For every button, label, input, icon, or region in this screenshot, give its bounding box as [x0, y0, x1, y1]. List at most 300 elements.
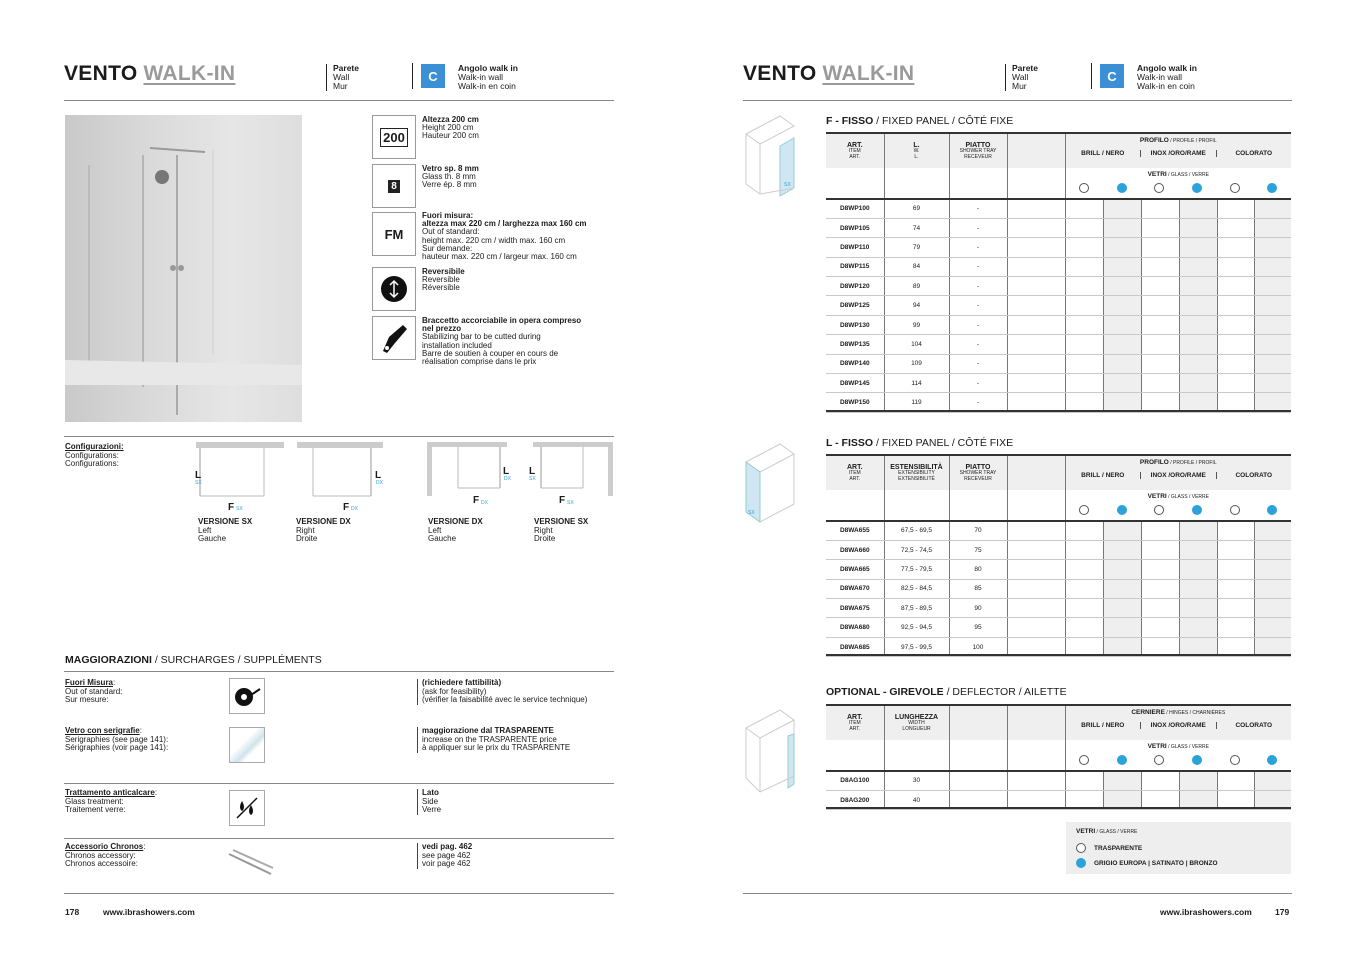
option-cell — [1065, 560, 1103, 579]
option-cell — [1179, 771, 1217, 790]
feature-stabilizing-bar: Braccetto accorciabile in opera compreso nel prezzo Stabilizing bar to be cutted during installation included Barre de soutien à couper en cours de réalisation comprise dans le prix — [422, 316, 582, 367]
table-bottom-rule — [826, 654, 1291, 656]
item-value: - — [949, 315, 1007, 334]
option-cell — [1179, 335, 1217, 354]
surcharges-title: MAGGIORAZIONI / SURCHARGES / SUPPLÉMENTS — [65, 654, 322, 666]
option-cell — [1254, 296, 1291, 315]
option-cell — [1254, 335, 1291, 354]
section-rule — [64, 436, 614, 437]
fixed-panel-title: F - FISSO / FIXED PANEL / CÔTÉ FIXE — [826, 115, 1014, 127]
shower-illustration — [65, 115, 302, 422]
option-cell — [1103, 315, 1141, 334]
website-link[interactable]: www.ibrashowers.com — [1160, 907, 1252, 917]
option-cell — [1217, 599, 1254, 618]
option-cell — [1141, 296, 1179, 315]
page-title: VENTO WALK-IN — [64, 62, 236, 85]
option-cell — [1217, 354, 1254, 373]
option-cell — [1065, 315, 1103, 334]
option-cell — [1254, 315, 1291, 334]
option-cell — [1007, 579, 1065, 598]
serigraphy-glass-icon — [229, 727, 265, 763]
table-row — [826, 296, 1291, 315]
option-cell — [1254, 238, 1291, 257]
configurations-label: Configurazioni: Configurations: Configurations: — [65, 442, 124, 468]
option-cell — [1007, 199, 1065, 218]
item-value: 30 — [884, 771, 949, 790]
table-row — [826, 560, 1291, 579]
option-cell — [1141, 579, 1179, 598]
option-cell — [1217, 540, 1254, 559]
option-cell — [1007, 296, 1065, 315]
item-code: D8WA665 — [826, 560, 884, 579]
glass-tinted-icon — [1192, 505, 1202, 515]
angolo-label: Angolo walk in Walk-in wall Walk-in en coin — [1137, 63, 1197, 91]
item-value: 119 — [884, 393, 949, 412]
glass-legend: VETRI / GLASS / VERRE TRASPARENTE GRIGIO EUROPA | SATINATO | BRONZO — [1066, 822, 1291, 874]
item-value: 80 — [949, 560, 1007, 579]
row-rule — [64, 838, 614, 839]
surcharge-label-4: Accessorio Chronos: Chronos accessory: Chronos accessoire: — [65, 842, 146, 869]
option-cell — [1103, 238, 1141, 257]
option-cell — [1141, 238, 1179, 257]
table-row — [826, 540, 1291, 559]
table-bottom-rule — [826, 410, 1291, 412]
option-cell — [1141, 374, 1179, 393]
option-cell — [1141, 257, 1179, 276]
option-cell — [1141, 771, 1179, 790]
col-header-empty — [1007, 134, 1065, 168]
table-row — [826, 277, 1291, 296]
item-value: - — [949, 218, 1007, 237]
option-cell — [1254, 599, 1291, 618]
height-icon: 200 — [372, 115, 416, 159]
parete-label: Parete Wall Mur — [326, 64, 359, 91]
surcharges-rule — [64, 671, 614, 672]
item-code: D8WP145 — [826, 374, 884, 393]
glass-thickness-icon: 8 — [372, 164, 416, 208]
option-cell — [1103, 257, 1141, 276]
item-code: D8WP100 — [826, 199, 884, 218]
item-code: D8WA660 — [826, 540, 884, 559]
option-cell — [1141, 315, 1179, 334]
item-value: - — [949, 354, 1007, 373]
option-cell — [1007, 257, 1065, 276]
glass-clear-icon — [1230, 505, 1240, 515]
divider — [412, 63, 413, 89]
page-title: VENTO WALK-IN — [743, 62, 915, 85]
option-cell — [1254, 579, 1291, 598]
option-cell — [1065, 238, 1103, 257]
item-value: 82,5 - 84,5 — [884, 579, 949, 598]
option-cell — [1065, 374, 1103, 393]
glass-options-header: VETRI / GLASS / VERRE — [1065, 168, 1291, 199]
config-diagram-dx-corner: L DX F DX — [425, 442, 515, 512]
product-photo — [65, 115, 302, 422]
option-cell — [1103, 296, 1141, 315]
saw-icon — [372, 316, 416, 360]
item-code: D8WP150 — [826, 393, 884, 412]
glass-clear-icon — [1154, 505, 1164, 515]
item-value: 84 — [884, 257, 949, 276]
parete-label: Parete Wall Mur — [1005, 64, 1038, 91]
footer-rule — [743, 893, 1292, 894]
table-bottom-rule — [826, 807, 1291, 809]
optional-deflector-title: OPTIONAL - GIREVOLE / DEFLECTOR / AILETTE — [826, 686, 1067, 698]
option-cell — [1141, 199, 1179, 218]
category-badge: C — [1100, 64, 1124, 88]
item-code: D8WA685 — [826, 637, 884, 656]
option-cell — [1217, 771, 1254, 790]
l-fixed-thumbnail — [744, 440, 804, 526]
option-cell — [1217, 618, 1254, 637]
item-value: 99 — [884, 315, 949, 334]
glass-clear-icon — [1230, 183, 1240, 193]
option-cell — [1179, 540, 1217, 559]
table-row — [826, 238, 1291, 257]
glass-tinted-icon — [1192, 755, 1202, 765]
option-cell — [1254, 374, 1291, 393]
option-cell — [1065, 335, 1103, 354]
option-cell — [1007, 374, 1065, 393]
option-cell — [1103, 521, 1141, 540]
surcharge-note-3: Lato Side Verre — [417, 789, 441, 815]
glass-clear-icon — [1076, 843, 1086, 853]
item-value: 67,5 - 69,5 — [884, 521, 949, 540]
reversible-icon — [372, 267, 416, 311]
table-row — [826, 618, 1291, 637]
surcharge-label-2: Vetro con serigrafie: Serigraphies (see page 141): Sérigraphies (voir page 141): — [65, 726, 169, 753]
surcharge-note-2: maggiorazione dal TRASPARENTE increase on the TRASPARENTE price à appliquer sur le prix du TRASPARENTE — [417, 727, 570, 753]
option-cell — [1217, 238, 1254, 257]
option-cell — [1141, 277, 1179, 296]
page-number: 178 — [65, 907, 80, 917]
item-code: D8WP120 — [826, 277, 884, 296]
glass-clear-icon — [1154, 755, 1164, 765]
optional-deflector-table — [826, 706, 1291, 810]
item-value: 87,5 - 89,5 — [884, 599, 949, 618]
option-cell — [1103, 199, 1141, 218]
page-number: 179 — [1275, 907, 1290, 917]
option-cell — [1217, 199, 1254, 218]
option-cell — [1179, 238, 1217, 257]
out-of-standard-icon: FM — [372, 212, 416, 256]
option-cell — [1141, 354, 1179, 373]
option-cell — [1179, 257, 1217, 276]
item-value: 97,5 - 99,5 — [884, 637, 949, 656]
item-value: 90 — [949, 599, 1007, 618]
option-cell — [1254, 618, 1291, 637]
option-cell — [1103, 599, 1141, 618]
header-rule — [743, 100, 1292, 101]
option-cell — [1217, 257, 1254, 276]
option-cell — [1179, 315, 1217, 334]
item-code: D8WP135 — [826, 335, 884, 354]
anti-limescale-icon — [229, 790, 265, 826]
option-cell — [1007, 218, 1065, 237]
option-cell — [1141, 218, 1179, 237]
option-cell — [1103, 540, 1141, 559]
option-cell — [1065, 599, 1103, 618]
option-cell — [1179, 277, 1217, 296]
item-value: 77,5 - 79,5 — [884, 560, 949, 579]
svg-text:SX: SX — [748, 510, 755, 516]
glass-tinted-icon — [1267, 505, 1277, 515]
table-row — [826, 599, 1291, 618]
glass-clear-icon — [1154, 183, 1164, 193]
feature-out-of-standard: Fuori misura: altezza max 220 cm / larghezza max 160 cm Out of standard: height max. 220 cm / width max. 160 cm Sur demande: hauteur max. 220 cm / largeur max. 160 cm — [422, 211, 587, 262]
item-value: 79 — [884, 238, 949, 257]
option-cell — [1254, 218, 1291, 237]
col-header-extensibility: ESTENSIBILITÀ EXTENSIBILITY EXTENSIBILITÉ — [884, 456, 949, 490]
angolo-label: Angolo walk in Walk-in wall Walk-in en coin — [458, 63, 518, 91]
header-rule — [64, 100, 614, 101]
category-badge: C — [421, 64, 445, 88]
config-diagram-sx-corner: L SX F SX — [525, 442, 615, 512]
option-cell — [1065, 618, 1103, 637]
col-header-tray: PIATTO SHOWER TRAY RECEVEUR — [949, 456, 1007, 490]
col-header-art: ART. ITEM ART. — [826, 456, 884, 490]
option-cell — [1007, 335, 1065, 354]
item-value: - — [949, 257, 1007, 276]
item-value: 69 — [884, 199, 949, 218]
option-cell — [1254, 257, 1291, 276]
col-header-profile: PROFILO / PROFILE / PROFIL BRILL / NERO INOX /ORO/RAME COLORATO — [1065, 456, 1291, 490]
item-value: - — [949, 296, 1007, 315]
l-fixed-title: L - FISSO / FIXED PANEL / CÔTÉ FIXE — [826, 437, 1014, 449]
table-row — [826, 257, 1291, 276]
item-code: D8WP140 — [826, 354, 884, 373]
item-value: - — [949, 393, 1007, 412]
option-cell — [1103, 335, 1141, 354]
option-cell — [1254, 354, 1291, 373]
option-cell — [1103, 579, 1141, 598]
option-cell — [1254, 540, 1291, 559]
option-cell — [1217, 335, 1254, 354]
feature-glass: Vetro sp. 8 mm Glass th. 8 mm Verre ép. 8 mm — [422, 164, 479, 190]
table-row — [826, 579, 1291, 598]
item-value: 109 — [884, 354, 949, 373]
option-cell — [1065, 579, 1103, 598]
config-caption-3: VERSIONE DX Left Gauche — [428, 517, 483, 543]
option-cell — [1103, 277, 1141, 296]
config-caption-2: VERSIONE DX Right Droite — [296, 517, 351, 543]
table-row — [826, 199, 1291, 218]
option-cell — [1007, 771, 1065, 790]
option-cell — [949, 771, 1007, 790]
item-value: 74 — [884, 218, 949, 237]
glass-tinted-icon — [1192, 183, 1202, 193]
option-cell — [1103, 374, 1141, 393]
col-header-art: ART. ITEM ART. — [826, 706, 884, 740]
glass-tinted-icon — [1267, 755, 1277, 765]
website-link[interactable]: www.ibrashowers.com — [103, 907, 195, 917]
fixed-panel-thumbnail — [744, 112, 804, 198]
option-cell — [1217, 579, 1254, 598]
option-cell — [1065, 354, 1103, 373]
glass-tinted-icon — [1076, 858, 1086, 868]
glass-clear-icon — [1079, 505, 1089, 515]
option-cell — [1065, 218, 1103, 237]
option-cell — [1179, 354, 1217, 373]
option-cell — [1007, 315, 1065, 334]
config-diagram-dx: L DX F DX — [295, 442, 390, 512]
table-row — [826, 374, 1291, 393]
option-cell — [1065, 540, 1103, 559]
option-cell — [1065, 199, 1103, 218]
item-code: D8WA670 — [826, 579, 884, 598]
table-row — [826, 771, 1291, 790]
option-cell — [1179, 579, 1217, 598]
option-cell — [1254, 560, 1291, 579]
col-header-width: L. W. L. — [884, 134, 949, 168]
config-caption-1: VERSIONE SX Left Gauche — [198, 517, 253, 543]
glass-clear-icon — [1079, 755, 1089, 765]
item-value: - — [949, 238, 1007, 257]
item-value: 75 — [949, 540, 1007, 559]
item-value: - — [949, 335, 1007, 354]
config-diagram-sx: L SX F SX — [192, 442, 287, 512]
option-cell — [1217, 374, 1254, 393]
chronos-accessory-icon — [227, 848, 275, 883]
item-code: D8WP105 — [826, 218, 884, 237]
option-cell — [1103, 560, 1141, 579]
deflector-thumbnail — [744, 706, 804, 798]
option-cell — [1217, 218, 1254, 237]
col-header-profile: PROFILO / PROFILE / PROFIL BRILL / NERO INOX /ORO/RAME COLORATO — [1065, 134, 1291, 168]
item-code: D8WP115 — [826, 257, 884, 276]
option-cell — [1141, 335, 1179, 354]
option-cell — [1141, 599, 1179, 618]
glass-options-header: VETRI / GLASS / VERRE — [1065, 490, 1291, 521]
table-row — [826, 335, 1291, 354]
option-cell — [1141, 560, 1179, 579]
option-cell — [1103, 771, 1141, 790]
option-cell — [1141, 521, 1179, 540]
option-cell — [1254, 277, 1291, 296]
option-cell — [1254, 521, 1291, 540]
col-header-tray: PIATTO SHOWER TRAY RECEVEUR — [949, 134, 1007, 168]
item-value: 100 — [949, 637, 1007, 656]
option-cell — [1065, 277, 1103, 296]
option-cell — [1103, 218, 1141, 237]
item-value: 72,5 - 74,5 — [884, 540, 949, 559]
divider — [1091, 63, 1092, 89]
option-cell — [1141, 618, 1179, 637]
col-header-length: LUNGHEZZA WIDTH LONGUEUR — [884, 706, 949, 740]
option-cell — [1254, 771, 1291, 790]
table-row — [826, 354, 1291, 373]
option-cell — [1179, 521, 1217, 540]
item-value: 85 — [949, 579, 1007, 598]
col-header-art: ART. ITEM ART. — [826, 134, 884, 168]
glass-clear-icon — [1230, 755, 1240, 765]
option-cell — [1007, 560, 1065, 579]
option-cell — [1065, 771, 1103, 790]
legend-tinted-label: GRIGIO EUROPA | SATINATO | BRONZO — [1094, 859, 1218, 867]
option-cell — [1007, 599, 1065, 618]
option-cell — [1179, 199, 1217, 218]
item-value: 40 — [884, 790, 949, 809]
option-cell — [1179, 560, 1217, 579]
row-rule — [64, 783, 614, 784]
option-cell — [1007, 277, 1065, 296]
item-value: 95 — [949, 618, 1007, 637]
option-cell — [1217, 277, 1254, 296]
config-caption-4: VERSIONE SX Right Droite — [534, 517, 589, 543]
option-cell — [1179, 374, 1217, 393]
item-code: D8WP130 — [826, 315, 884, 334]
item-code: D8WP110 — [826, 238, 884, 257]
item-value: 70 — [949, 521, 1007, 540]
option-cell — [1217, 560, 1254, 579]
item-value: - — [949, 277, 1007, 296]
surcharge-note-1: (richiedere fattibilità) (ask for feasibility) (vérifier la faisabilité avec le service technique) — [417, 679, 587, 705]
item-code: D8AG200 — [826, 790, 884, 809]
item-value: 92,5 - 94,5 — [884, 618, 949, 637]
option-cell — [1007, 618, 1065, 637]
surcharge-label-1: Fuori Misura: Out of standard: Sur mesure: — [65, 678, 123, 705]
feature-height: Altezza 200 cm Height 200 cm Hauteur 200 cm — [422, 115, 479, 141]
item-value: - — [949, 374, 1007, 393]
option-cell — [1179, 599, 1217, 618]
option-cell — [1217, 315, 1254, 334]
option-cell — [1103, 618, 1141, 637]
option-cell — [1007, 521, 1065, 540]
option-cell — [1254, 199, 1291, 218]
option-cell — [1007, 238, 1065, 257]
surcharge-label-3: Trattamento anticalcare: Glass treatment: Traitement verre: — [65, 788, 158, 815]
glass-tinted-icon — [1117, 505, 1127, 515]
table-row — [826, 218, 1291, 237]
measure-tape-icon — [229, 678, 265, 714]
col-header-hinges: CERNIERE / HINGES / CHARNIÈRES BRILL / NERO INOX /ORO/RAME COLORATO — [1065, 706, 1291, 740]
option-cell — [1179, 618, 1217, 637]
option-cell — [1141, 540, 1179, 559]
item-value: 94 — [884, 296, 949, 315]
option-cell — [1065, 296, 1103, 315]
item-value: - — [949, 199, 1007, 218]
l-fixed-table — [826, 456, 1291, 657]
item-code: D8WA675 — [826, 599, 884, 618]
option-cell — [1103, 354, 1141, 373]
glass-tinted-icon — [1117, 755, 1127, 765]
glass-tinted-icon — [1267, 183, 1277, 193]
item-value: 104 — [884, 335, 949, 354]
table-row — [826, 521, 1291, 540]
item-code: D8WP125 — [826, 296, 884, 315]
option-cell — [1217, 521, 1254, 540]
table-row — [826, 315, 1291, 334]
option-cell — [1179, 218, 1217, 237]
option-cell — [1065, 257, 1103, 276]
right-page — [678, 0, 1356, 959]
item-code: D8WA655 — [826, 521, 884, 540]
item-value: 114 — [884, 374, 949, 393]
footer-rule — [64, 893, 614, 894]
option-cell — [1065, 521, 1103, 540]
option-cell — [1007, 354, 1065, 373]
item-code: D8AG100 — [826, 771, 884, 790]
surcharge-note-4: vedi pag. 462 see page 462 voir page 462 — [417, 843, 472, 869]
option-cell — [1217, 296, 1254, 315]
item-value: 89 — [884, 277, 949, 296]
glass-tinted-icon — [1117, 183, 1127, 193]
legend-clear-label: TRASPARENTE — [1094, 844, 1143, 852]
feature-reversible: Reversibile Reversible Réversible — [422, 267, 465, 293]
fixed-panel-table — [826, 134, 1291, 413]
option-cell — [1179, 296, 1217, 315]
item-code: D8WA680 — [826, 618, 884, 637]
